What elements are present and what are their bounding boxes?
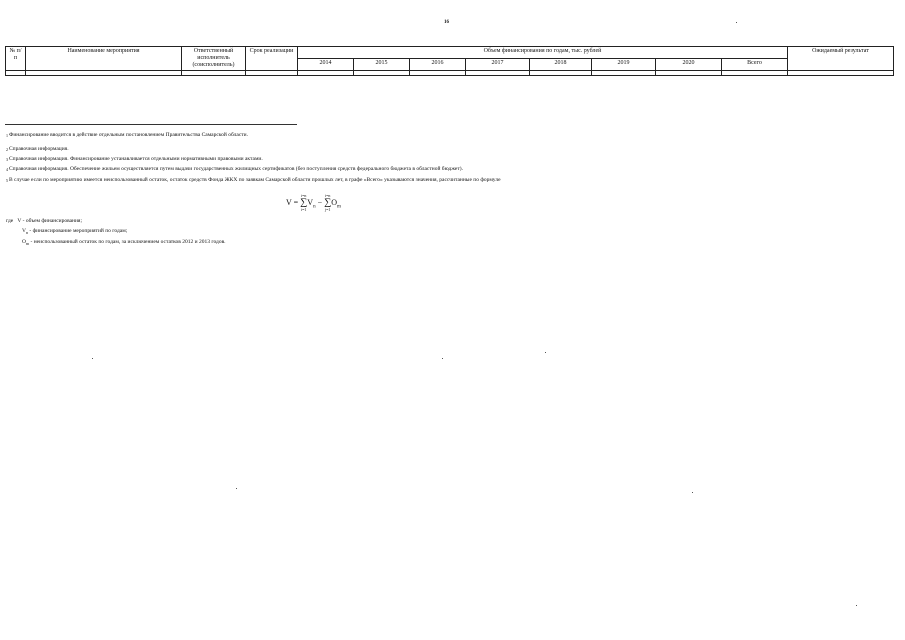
sum-sign: i=n ∑ i=1 [300, 193, 308, 212]
sum-sign: i=n ∑ j=1 [324, 193, 332, 212]
header-year: 2019 [592, 59, 656, 71]
scan-speck [92, 358, 93, 359]
header-year: 2016 [410, 59, 466, 71]
header-year: 2017 [466, 59, 530, 71]
scan-speck [442, 358, 443, 359]
funding-table [5, 46, 894, 76]
footnote-separator [5, 124, 297, 125]
header-year: 2018 [530, 59, 592, 71]
scan-speck [545, 352, 546, 353]
footnote-3: $^3$Справочная информация. Финансирование устанавливается отдельными нормативными правовыми актами. [6, 156, 263, 162]
footnote-4: $^4$Справочная информация. Обеспечение жильем осуществляется путем выдачи государственных жилищных сертификатов (без поступления средств федерального бюджета в областной бюджет). [6, 166, 463, 172]
header-result: Ожидаемый результат [788, 47, 894, 71]
page-number: 16 [444, 20, 449, 25]
header-executor: Ответственный исполнитель (соисполнитель) [182, 47, 246, 71]
table-row [6, 71, 894, 76]
definition-v: где V - объем финансирования; [6, 218, 82, 224]
footnote-1: $^1$Финансирование вводится в действие отдельным постановлением Правительства Самарской области. [6, 132, 248, 138]
header-year: 2015 [354, 59, 410, 71]
header-year: 2014 [298, 59, 354, 71]
formula: V = i=n ∑ $i=1V_n - i=n$ ∑ $j=1O_m$ [286, 193, 341, 212]
scan-speck [236, 488, 237, 489]
header-funding: Объем финансирования по годам, тыс. рублей [298, 47, 788, 59]
definition-om: $O_m$ - неиспользованный остаток по годам, за исключением остатков 2012 и 2013 годов. [22, 239, 226, 247]
header-total: Всего [722, 59, 788, 71]
scan-speck [856, 605, 857, 606]
header-year: 2020 [656, 59, 722, 71]
header-name: Наименование мероприятия [26, 47, 182, 71]
footnote-5: $^5$В случае если по мероприятию имеется неиспользованный остаток, остаток средств Фонда ЖКХ по заявкам Самарской области прошлых лет, в графе «Всего» указываются значения, рассчитанные по формуле [6, 177, 501, 183]
header-term: Срок реализации [246, 47, 298, 71]
footnote-2: $^2$Справочная информация. [6, 146, 69, 152]
scan-speck [736, 22, 737, 23]
definition-vn: $V_n$ - финансирование мероприятий по годам; [22, 228, 128, 236]
header-num: № п/п [6, 47, 26, 71]
scan-speck [692, 492, 693, 493]
